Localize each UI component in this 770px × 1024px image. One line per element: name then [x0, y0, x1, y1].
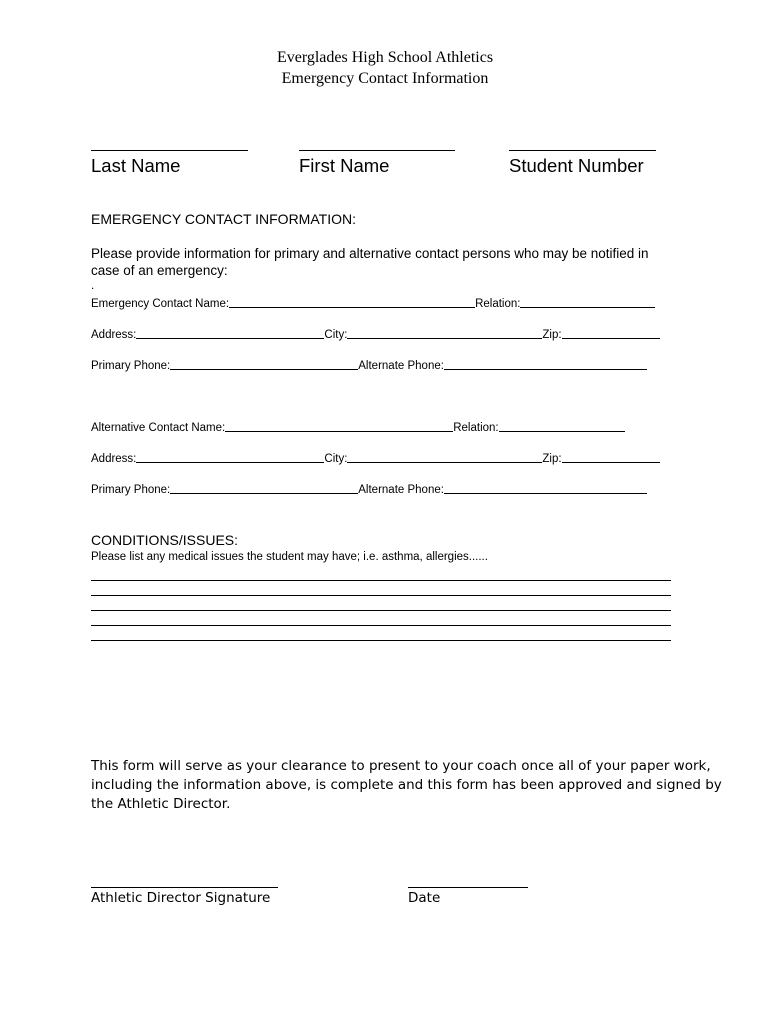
date-field[interactable]	[408, 887, 528, 888]
primary-relation-field[interactable]	[520, 307, 655, 308]
director-signature-label: Athletic Director Signature	[91, 890, 271, 906]
first-name-label: First Name	[299, 155, 390, 176]
primary-city-label: City:	[324, 329, 348, 341]
last-name-label: Last Name	[91, 155, 181, 176]
conditions-prompt: Please list any medical issues the student may have; i.e. asthma, allergies......	[91, 551, 488, 563]
form-title: Everglades High School Athletics	[276, 49, 494, 66]
primary-city-field[interactable]	[347, 338, 542, 339]
alternative-city-label: City:	[324, 453, 348, 465]
last-name-field[interactable]	[91, 150, 248, 151]
clearance-line3: the Athletic Director.	[91, 796, 231, 812]
primary-alt-phone-label: Alternate Phone:	[358, 360, 444, 372]
primary-phone-field[interactable]	[170, 369, 358, 370]
alternative-name-label: Alternative Contact Name:	[91, 422, 226, 434]
primary-address-label: Address:	[91, 329, 137, 341]
first-name-field[interactable]	[299, 150, 455, 151]
alternative-city-field[interactable]	[347, 462, 542, 463]
alternative-address-field[interactable]	[136, 462, 324, 463]
form-subtitle: Emergency Contact Information	[281, 70, 489, 87]
alternative-relation-field[interactable]	[499, 431, 625, 432]
primary-phone-label: Primary Phone:	[91, 360, 171, 372]
alternative-address-label: Address:	[91, 453, 137, 465]
alternative-phone-label: Primary Phone:	[91, 484, 171, 496]
primary-name-label: Emergency Contact Name:	[91, 298, 230, 310]
primary-address-field[interactable]	[136, 338, 324, 339]
alternative-phone-row	[91, 482, 647, 496]
primary-alt-phone-field[interactable]	[444, 369, 647, 370]
primary-name-field[interactable]	[229, 307, 475, 308]
student-number-label: Student Number	[509, 155, 644, 176]
alternative-phone-field[interactable]	[170, 493, 358, 494]
alternative-zip-label: Zip:	[542, 453, 562, 465]
primary-zip-label: Zip:	[542, 329, 562, 341]
clearance-line2: including the information above, is complete and this form has been approved and signed by	[91, 777, 722, 793]
clearance-line1: This form will serve as your clearance to present to your coach once all of your paper work,	[91, 758, 711, 774]
conditions-line[interactable]	[91, 640, 671, 641]
alternative-name-field[interactable]	[225, 431, 453, 432]
primary-relation-label: Relation:	[475, 298, 521, 310]
stray-dot: .	[91, 280, 95, 292]
emergency-intro-line1: Please provide information for primary and alternative contact persons who may be notified in	[91, 246, 649, 261]
alternative-alt-phone-label: Alternate Phone:	[358, 484, 444, 496]
primary-phone-row	[91, 358, 647, 372]
primary-address-row	[91, 327, 660, 341]
conditions-line[interactable]	[91, 595, 671, 596]
conditions-line[interactable]	[91, 580, 671, 581]
conditions-line[interactable]	[91, 610, 671, 611]
primary-zip-field[interactable]	[562, 338, 660, 339]
date-label: Date	[408, 890, 441, 906]
conditions-heading: CONDITIONS/ISSUES:	[91, 532, 239, 548]
alternative-address-row	[91, 451, 660, 465]
director-signature-field[interactable]	[91, 887, 278, 888]
alternative-zip-field[interactable]	[562, 462, 660, 463]
conditions-line[interactable]	[91, 625, 671, 626]
primary-contact-row	[91, 296, 655, 310]
student-number-field[interactable]	[509, 150, 656, 151]
emergency-intro-line2: case of an emergency:	[91, 263, 228, 278]
emergency-heading: EMERGENCY CONTACT INFORMATION:	[91, 211, 356, 227]
alternative-contact-row	[91, 420, 625, 434]
alternative-relation-label: Relation:	[453, 422, 499, 434]
alternative-alt-phone-field[interactable]	[444, 493, 647, 494]
